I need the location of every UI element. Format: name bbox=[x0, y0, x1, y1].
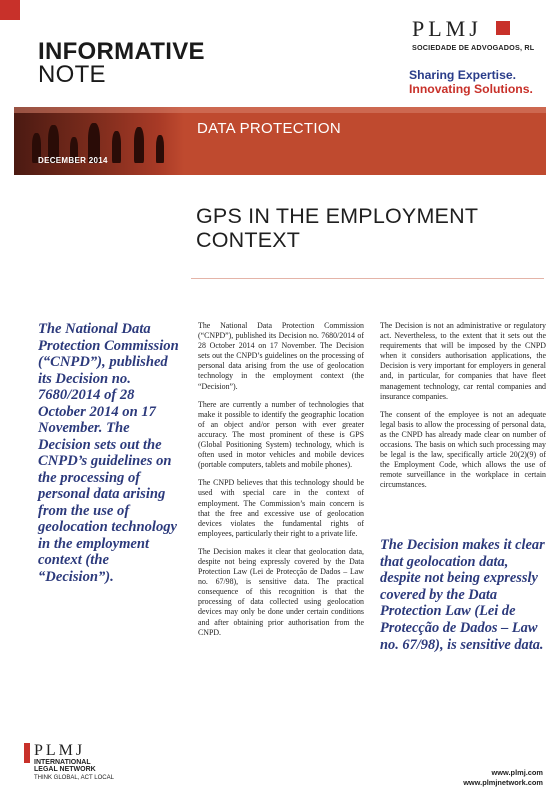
tagline-line-2: Innovating Solutions. bbox=[409, 82, 533, 96]
banner-stripe bbox=[14, 107, 546, 113]
doc-kind-line-1: INFORMATIVE bbox=[38, 38, 205, 65]
footer-logo-accent bbox=[24, 743, 30, 763]
title-line-2: CONTEXT bbox=[196, 228, 301, 252]
footer-logo-text bbox=[34, 743, 114, 781]
col1-paragraph-2: There are currently a number of technologies that make it possible to identify the geographic location of an object and/or person with ever greater accuracy. The most prominent of these is GPS (Global Positioning System) technology, which is often used in motor vehicles and mobile devices (portable computers, tablets and mobile phones). bbox=[198, 399, 364, 470]
body-column-1 bbox=[198, 321, 364, 646]
col1-paragraph-3: The CNPD believes that this technology should be used with special care in the context of employment. The Commission’s main concern is that the free and excessive use of geolocation devices violates the fundamental rights of employees, particularly their right to a private life. bbox=[198, 478, 364, 538]
footer-plmj-logo: PLMJ bbox=[34, 742, 86, 759]
col2-paragraph-1: The Decision is not an administrative or regulatory act. Nevertheless, to the extent that it sets out the requirements that will be imposed by the CNPD when it considers authorisation applications, the Decision is very important for employers in general and, in particular, for companies that have fleet management technology, car rental companies and insurance companies. bbox=[380, 321, 546, 401]
banner-topic: DATA PROTECTION bbox=[197, 120, 341, 137]
footer-websites bbox=[463, 768, 543, 787]
body-column-2 bbox=[380, 321, 546, 499]
network-line-2: LEGAL NETWORK bbox=[34, 766, 96, 774]
firm-brand bbox=[412, 16, 550, 52]
firm-name: SOCIEDADE DE ADVOGADOS, RL bbox=[412, 43, 535, 52]
title-line-1: GPS IN THE EMPLOYMENT bbox=[196, 204, 479, 228]
col1-paragraph-4: The Decision makes it clear that geolocation data, despite not being expressly covered by the Data Protection Law (Lei de Protecção de Dados – Law no. 67/98), is sensitive data. The practical consequence of this recognition is that the processing of data collected using geolocation devices may only be done under certain conditions and after obtaining prior authorisation from the CNPD. bbox=[198, 546, 364, 637]
col2-paragraph-2: The consent of the employee is not an adequate legal basis to allow the processing of personal data, as the CNPD has already made clear on number of occasions. The basis on which such processing may be legal is the law, specifically article 20(2)(9) of the Employment Code, which allows the use of remote surveillance in the workplace in certain circumstances. bbox=[380, 409, 546, 490]
network-slogan: THINK GLOBAL, ACT LOCAL bbox=[34, 774, 114, 781]
plmj-logo: PLMJ bbox=[412, 16, 482, 41]
banner-date: DECEMBER 2014 bbox=[38, 156, 108, 165]
side-pull-quote: The Decision makes it clear that geolocation data, despite not being expressly covered by the Data Protection Law (Lei de Protecção de Dados – Law no. 67/98), is sensitive data. bbox=[380, 537, 545, 653]
col1-paragraph-1: The National Data Protection Commission (“CNPD”), published its Decision no. 7680/2014 of 28 October 2014 on 17 November. The Decision sets out the CNPD’s guidelines on the processing of personal data arising from the use of geolocation technology in the employment context (the “Decision”). bbox=[198, 321, 364, 391]
intro-pull-quote: The National Data Protection Commission (“CNPD”), published its Decision no. 7680/2014 of 28 October 2014 on 17 November. The Decision sets out the CNPD’s guidelines on the processing of personal data arising from the use of geolocation technology in the employment context (the “Decision”). bbox=[38, 321, 179, 585]
topic-banner bbox=[14, 107, 546, 175]
tagline-line-1: Sharing Expertise. bbox=[409, 68, 517, 82]
website-link-2[interactable]: www.plmjnetwork.com bbox=[463, 777, 543, 787]
title-divider bbox=[191, 278, 544, 279]
doc-kind-line-2: NOTE bbox=[38, 61, 106, 88]
corner-accent bbox=[0, 0, 20, 20]
website-link-1[interactable]: www.plmj.com bbox=[491, 768, 543, 777]
article-title bbox=[196, 204, 478, 252]
network-line-1: INTERNATIONAL bbox=[34, 759, 91, 766]
tagline bbox=[409, 68, 533, 96]
document-type-heading bbox=[38, 40, 205, 86]
logo-accent-square bbox=[496, 21, 510, 35]
